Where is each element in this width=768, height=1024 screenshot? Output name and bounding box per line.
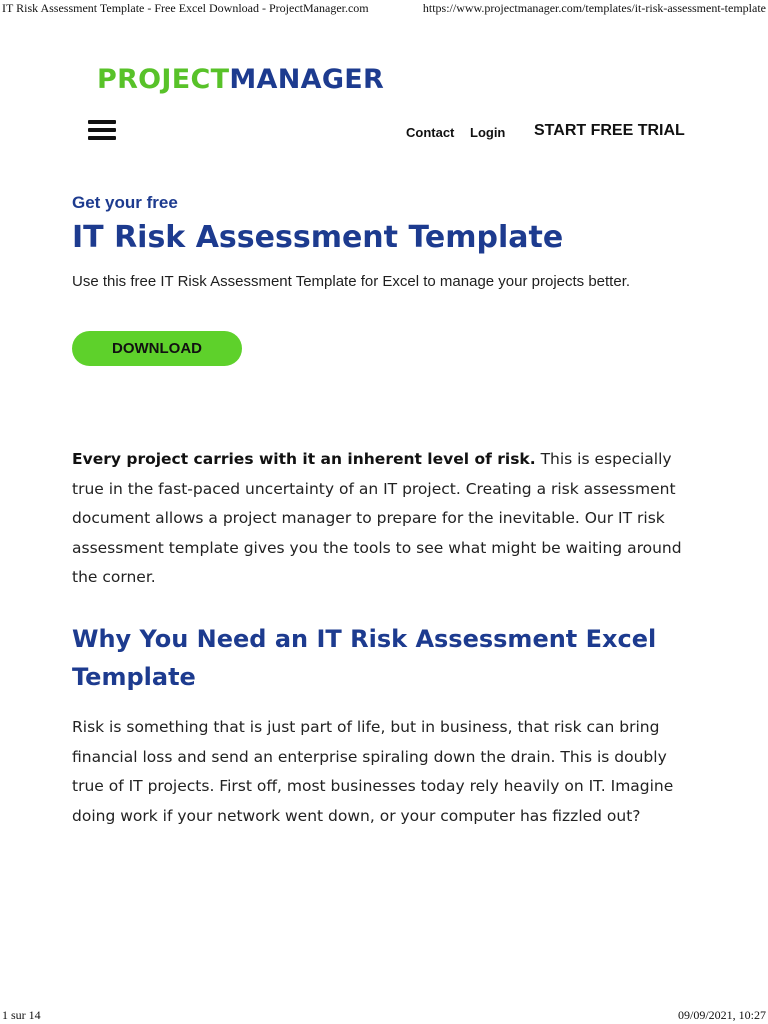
hamburger-bar bbox=[88, 136, 116, 140]
print-header bbox=[0, 0, 768, 16]
nav-contact-link[interactable]: Contact bbox=[406, 125, 455, 140]
section-heading: Why You Need an IT Risk Assessment Excel Template bbox=[72, 625, 657, 691]
hero-kicker: Get your free bbox=[72, 193, 178, 212]
hero-description: Use this free IT Risk Assessment Template for Excel to manage your projects better. bbox=[72, 273, 631, 290]
logo-text-manager: MANAGER bbox=[229, 64, 385, 95]
logo-text-project: PROJECT bbox=[97, 64, 230, 95]
start-free-trial-link[interactable]: START FREE TRIAL bbox=[534, 122, 685, 139]
print-page-number: 1 sur 14 bbox=[2, 1008, 41, 1022]
print-datetime: 09/09/2021, 10:27 bbox=[677, 1008, 766, 1022]
page-title: IT Risk Assessment Template bbox=[72, 220, 564, 255]
hamburger-bar bbox=[88, 128, 116, 132]
intro-bold-lead: Every project carries with it an inherent level of risk. bbox=[72, 450, 536, 468]
projectmanager-logo[interactable] bbox=[97, 64, 384, 95]
print-page-url: https://www.projectmanager.com/templates/it-risk-assessment-template bbox=[422, 1, 766, 15]
download-button[interactable]: DOWNLOAD bbox=[72, 331, 242, 366]
section-paragraph: Risk is something that is just part of life, but in business, that risk can bring financial loss and send an enterprise spiraling down the drain. This is doubly true of IT projects. First off, most businesses today rely heavily on IT. Imagine doing work if your network went down, or your computer has fizzled out? bbox=[72, 718, 674, 825]
intro-text: This is especially true in the fast-paced uncertainty of an IT project. Creating a risk assessment document allows a project manager to prepare for the inevitable. Our IT risk assessment template gives you the tools to see what might be waiting around the corner. bbox=[72, 450, 682, 586]
hamburger-menu-icon[interactable] bbox=[88, 118, 116, 142]
print-page-title: IT Risk Assessment Template - Free Excel Download - ProjectManager.com bbox=[2, 1, 369, 15]
print-footer bbox=[0, 1006, 768, 1024]
intro-paragraph bbox=[72, 445, 702, 593]
nav-login-link[interactable]: Login bbox=[470, 125, 506, 140]
hamburger-bar bbox=[88, 120, 116, 124]
